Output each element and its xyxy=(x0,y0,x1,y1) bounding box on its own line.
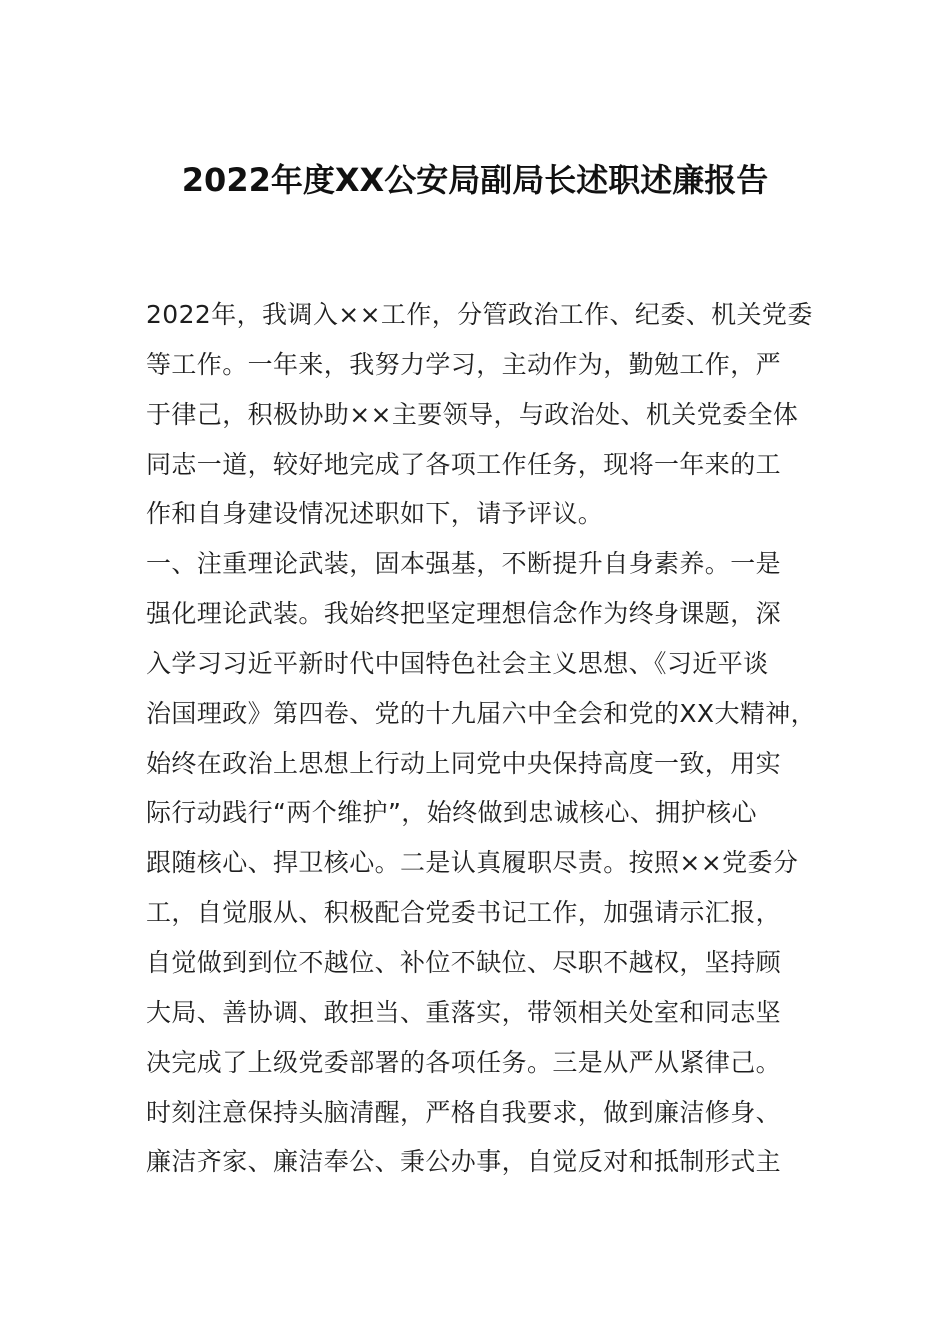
body-line: 一、注重理论武装，固本强基，不断提升自身素养。一是 xyxy=(146,549,782,579)
body-line: 强化理论武装。我始终把坚定理想信念作为终身课题，深 xyxy=(146,599,782,629)
document-title: 2022年度XX公安局副局长述职述廉报告 xyxy=(181,161,769,199)
body-line: 于律己，积极协助××主要领导，与政治处、机关党委全体 xyxy=(146,399,799,429)
body-line: 作和自身建设情况述职如下，请予评议。 xyxy=(146,499,604,529)
body-line: 大局、善协调、敢担当、重落实，带领相关处室和同志坚 xyxy=(146,997,782,1027)
body-line: 同志一道，较好地完成了各项工作任务，现将一年来的工 xyxy=(146,449,782,479)
body-line: 决完成了上级党委部署的各项任务。三是从严从紧律己。 xyxy=(146,1047,782,1077)
body-line: 入学习习近平新时代中国特色社会主义思想、《习近平谈 xyxy=(146,648,769,678)
body-line: 跟随核心、捍卫核心。二是认真履职尽责。按照××党委分 xyxy=(146,848,799,878)
body-line: 时刻注意保持头脑清醒，严格自我要求，做到廉洁修身、 xyxy=(146,1097,782,1127)
body-line: 始终在政治上思想上行动上同党中央保持高度一致，用实 xyxy=(146,748,782,778)
body-line: 治国理政》第四卷、党的十九届六中全会和党的XX大精神， xyxy=(146,698,817,728)
body-line: 际行动践行“两个维护”，始终做到忠诚核心、拥护核心 xyxy=(146,798,757,828)
body-line: 工，自觉服从、积极配合党委书记工作，加强请示汇报， xyxy=(146,898,782,928)
body-line: 自觉做到到位不越位、补位不缺位、尽职不越权，坚持顾 xyxy=(146,947,782,977)
body-line: 廉洁齐家、廉洁奉公、秉公办事，自觉反对和抵制形式主 xyxy=(146,1147,782,1177)
document-body xyxy=(146,290,836,1187)
body-line: 等工作。一年来，我努力学习，主动作为，勤勉工作，严 xyxy=(146,349,782,379)
body-line: 2022年，我调入××工作，分管政治工作、纪委、机关党委 xyxy=(146,300,813,329)
